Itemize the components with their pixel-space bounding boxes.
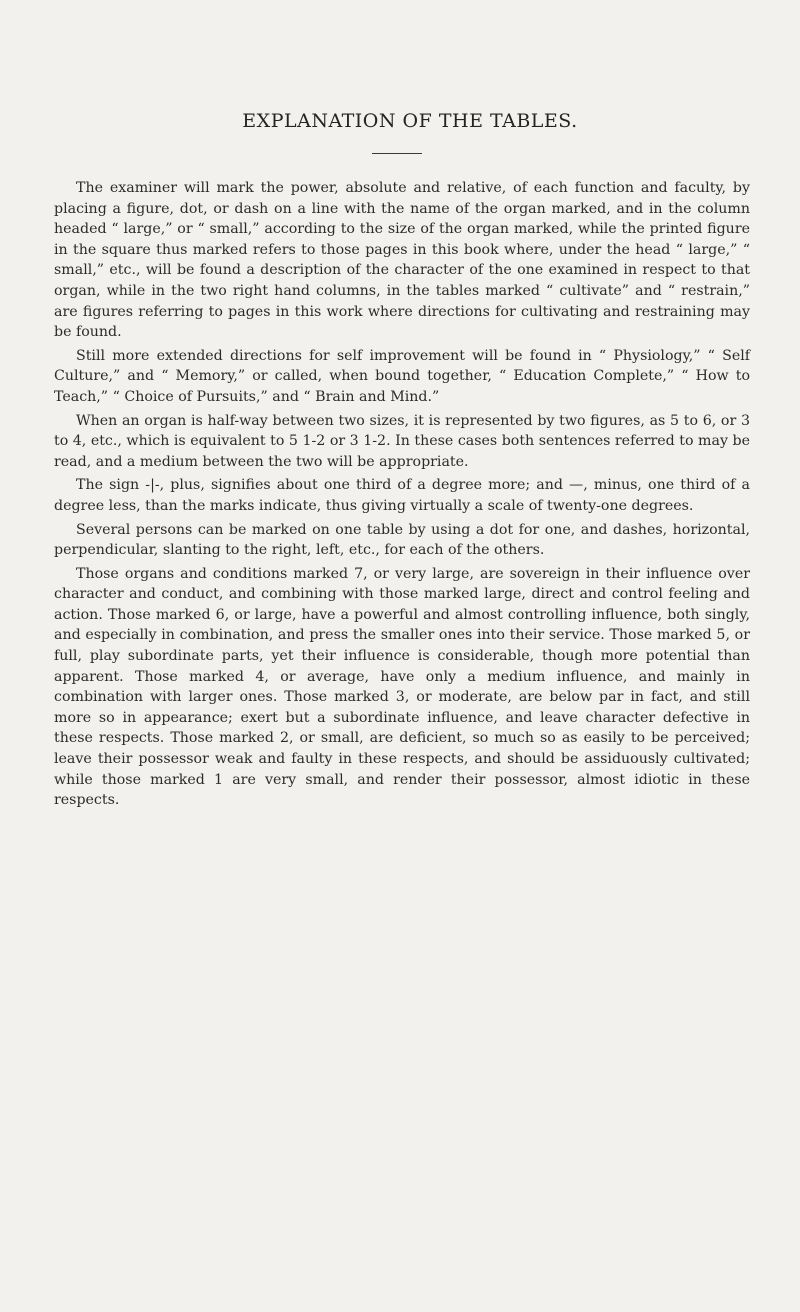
body-text: [54, 178, 750, 811]
title-divider: [372, 153, 422, 154]
paragraph: Several persons can be marked on one table by using a dot for one, and dashes, horizontal, perpendicular, slanting to the right, left, etc., for each of the others.: [54, 521, 750, 559]
paragraph: Still more extended directions for self improvement will be found in “ Physiology,” “ Self Culture,” and “ Memory,” or called, when bound together, “ Education Complete,” “ How to Teach,” “ Choice of Pursuits,” and “ Brain and Mind.”: [54, 347, 750, 405]
page-title: EXPLANATION OF THE TABLES.: [242, 110, 578, 132]
paragraph: The examiner will mark the power, absolute and relative, of each function and faculty, by placing a figure, dot, or dash on a line with the name of the organ marked, and in the column headed “ large,” or “ small,” according to the size of the organ marked, while the printed figure in the square thus marked refers to those pages in this book where, under the head “ large,” “ small,” etc., will be found a description of the character of the one examined in respect to that organ, while in the two right hand columns, in the tables marked “ cultivate” and “ restrain,” are figures referring to pages in this work where directions for cultivating and restraining may be found.: [54, 180, 750, 341]
paragraph: When an organ is half-way between two sizes, it is represented by two figures, as 5 to 6, or 3 to 4, etc., which is equivalent to 5 1-2 or 3 1-2. In these cases both sentences referred to may be read, and a medium between the two will be appropriate.: [54, 412, 750, 470]
paragraph: The sign -|-, plus, signifies about one third of a degree more; and —, minus, one third of a degree less, than the marks indicate, thus giving virtually a scale of twenty-one degrees.: [54, 477, 750, 514]
paragraph: Those organs and conditions marked 7, or very large, are sovereign in their influence over character and conduct, and combining with those marked large, direct and control feeling and action. Those marked 6, or large, have a powerful and almost controlling influence, both singly, and especially in combination, and press the smaller ones into their service. Those marked 5, or full, play subordinate parts, yet their influence is considerable, though more potential than apparent. Those marked 4, or average, have only a medium influence, and mainly in combination with larger ones. Those marked 3, or moderate, are below par in fact, and still more so in appearance; exert but a subordinate influence, and leave character defective in these respects. Those marked 2, or small, are deficient, so much so as easily to be perceived; leave their possessor weak and faulty in these respects, and should be assiduously cultivated; while those marked 1 are very small, and render their possessor, almost idiotic in these respects.: [54, 565, 750, 809]
